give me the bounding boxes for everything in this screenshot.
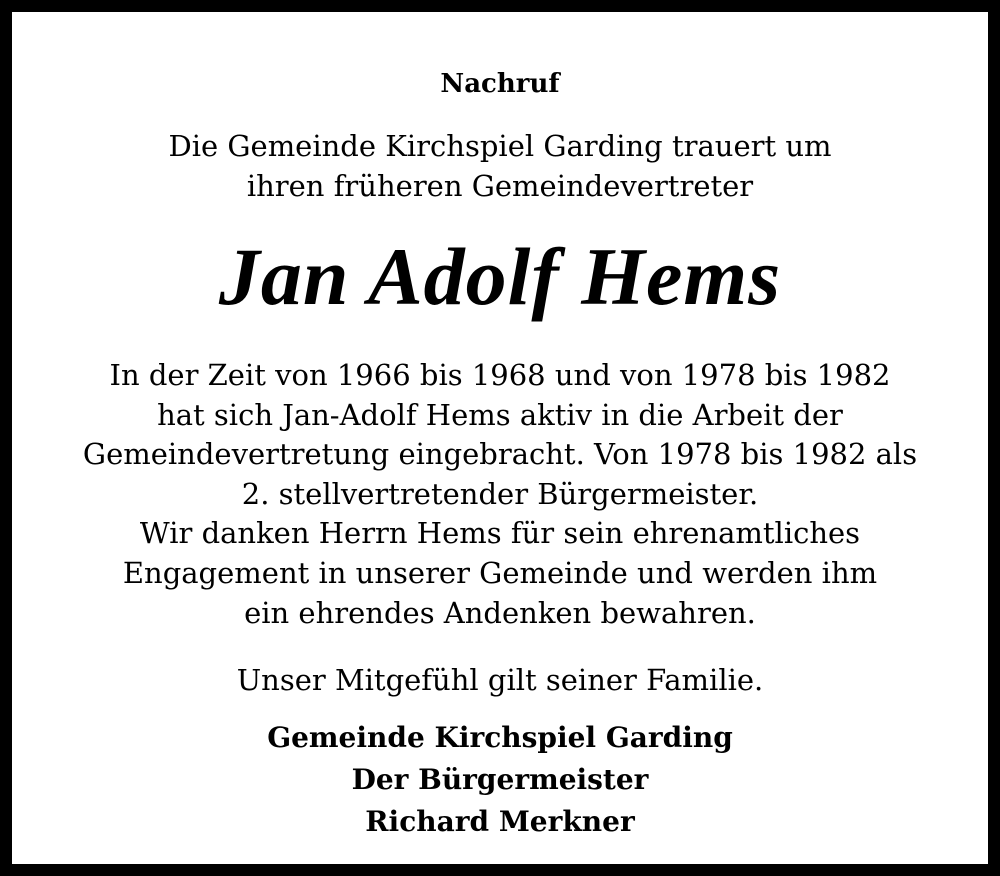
body-line: In der Zeit von 1966 bis 1968 und von 1978 bis 1982 <box>109 358 891 392</box>
signature-line: Richard Merkner <box>365 805 635 838</box>
signature-line: Gemeinde Kirchspiel Garding <box>267 721 733 754</box>
intro-line: ihren früheren Gemeindevertreter <box>246 169 754 203</box>
body-line: 2. stellvertretender Bürgermeister. <box>241 476 759 511</box>
notice-heading: Nachruf <box>440 69 560 99</box>
intro-text <box>12 126 988 206</box>
body-line: Gemeindevertretung eingebracht. Von 1978 bis 1982 als <box>82 437 918 472</box>
body-line: Wir danken Herrn Hems für sein ehrenamtliches <box>139 516 861 551</box>
signature-block <box>12 717 988 843</box>
signature-line: Der Bürgermeister <box>351 763 649 796</box>
body-text <box>12 356 988 633</box>
deceased-name: Jan Adolf Hems <box>218 231 782 322</box>
sympathy-text: Unser Mitgefühl gilt seiner Familie. <box>236 663 764 697</box>
intro-line: Die Gemeinde Kirchspiel Garding trauert um <box>168 129 832 163</box>
body-line: hat sich Jan-Adolf Hems aktiv in die Arbeit der <box>157 397 843 432</box>
body-line: ein ehrendes Andenken bewahren. <box>244 595 756 630</box>
body-line: Engagement in unserer Gemeinde und werden ihm <box>122 555 878 590</box>
